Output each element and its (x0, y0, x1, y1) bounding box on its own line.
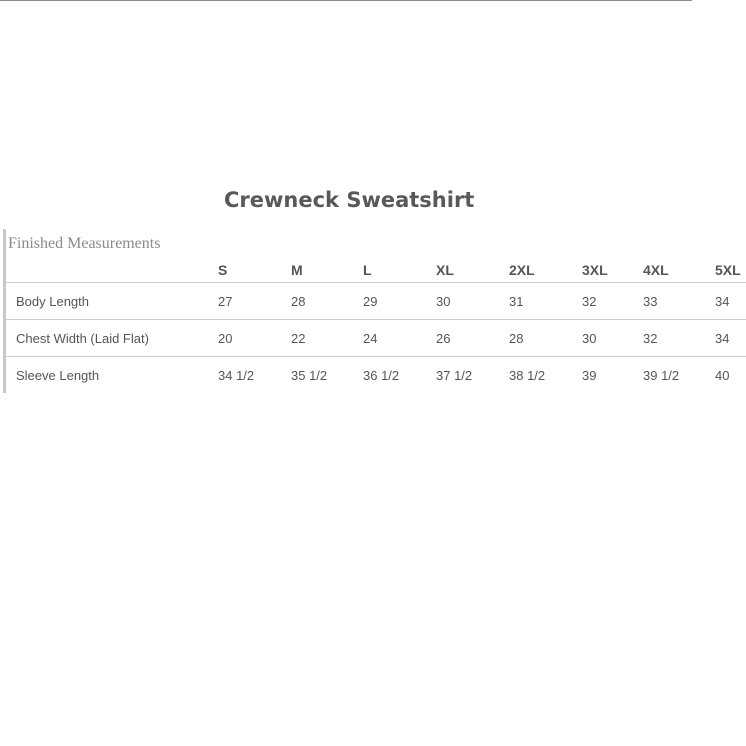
page-title: Crewneck Sweatshirt (224, 188, 475, 212)
size-header-m: M (291, 262, 303, 278)
row-label: Sleeve Length (16, 368, 100, 383)
table-cell: 32 (643, 331, 658, 346)
table-cell: 31 (509, 294, 524, 309)
row-label: Chest Width (Laid Flat) (16, 331, 149, 346)
table-cell: 34 (715, 331, 730, 346)
table-header-row (6, 260, 746, 283)
size-header-3xl: 3XL (582, 262, 608, 278)
table-cell: 35 1/2 (291, 368, 328, 383)
table-cell: 26 (436, 331, 451, 346)
table-cell: 24 (363, 331, 378, 346)
size-chart-table (3, 229, 746, 393)
table-cell: 28 (509, 331, 524, 346)
table-cell: 27 (218, 294, 233, 309)
row-label: Body Length (16, 294, 90, 309)
table-cell: 36 1/2 (363, 368, 400, 383)
table-row-sleeve-length (6, 357, 746, 393)
table-cell: 34 (715, 294, 730, 309)
size-header-l: L (363, 262, 372, 278)
table-cell: 30 (582, 331, 597, 346)
table-cell: 29 (363, 294, 378, 309)
size-header-s: S (218, 262, 228, 278)
table-cell: 37 1/2 (436, 368, 473, 383)
top-divider (0, 0, 692, 1)
table-cell: 38 1/2 (509, 368, 546, 383)
size-header-2xl: 2XL (509, 262, 535, 278)
table-cell: 39 1/2 (643, 368, 680, 383)
table-cell: 28 (291, 294, 306, 309)
table-cell: 33 (643, 294, 658, 309)
table-cell: 39 (582, 368, 597, 383)
size-header-5xl: 5XL (715, 262, 741, 278)
size-header-4xl: 4XL (643, 262, 669, 278)
table-row-chest-width (6, 320, 746, 357)
table-cell: 40 (715, 368, 730, 383)
table-cell: 20 (218, 331, 233, 346)
table-row-body-length (6, 283, 746, 320)
table-cell: 30 (436, 294, 451, 309)
table-cell: 32 (582, 294, 597, 309)
table-caption: Finished Measurements (8, 235, 161, 252)
table-cell: 22 (291, 331, 306, 346)
table-cell: 34 1/2 (218, 368, 255, 383)
size-header-xl: XL (436, 262, 454, 278)
